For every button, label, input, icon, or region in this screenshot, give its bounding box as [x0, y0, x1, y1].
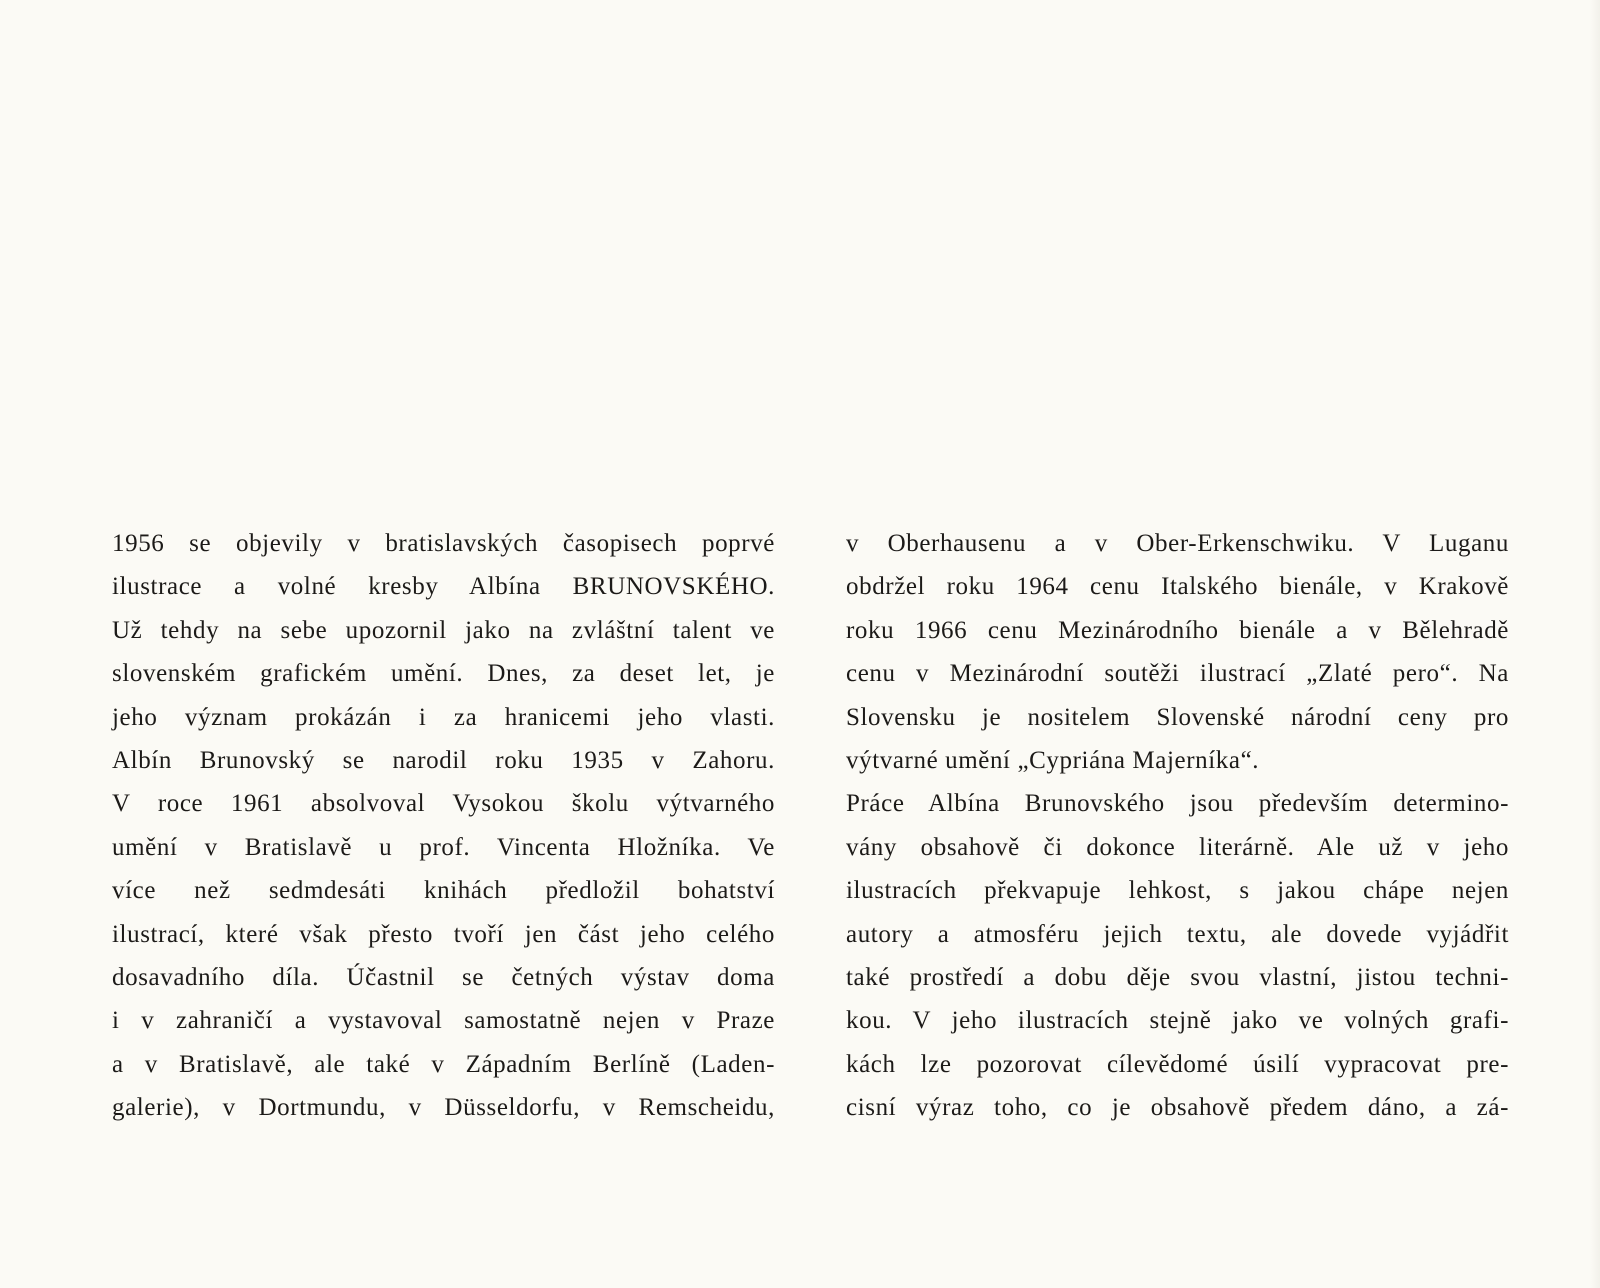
text-line: také prostředí a dobu děje svou vlastní, jistou techni-	[846, 963, 1509, 991]
text-line: v Oberhausenu a v Ober-Erkenschwiku. V Luganu	[846, 530, 1509, 557]
text-line: výtvarné umění „Cypriána Majerníka“.	[846, 746, 1260, 774]
right-text-column	[846, 522, 1509, 1129]
text-line: galerie), v Dortmundu, v Düsseldorfu, v Remscheidu,	[112, 1094, 775, 1122]
text-line: vány obsahově či dokonce literárně. Ale už v jeho	[846, 833, 1509, 861]
text-line: V roce 1961 absolvoval Vysokou školu výtvarného	[112, 790, 775, 818]
text-line: Slovensku je nositelem Slovenské národní ceny pro	[846, 703, 1509, 731]
text-line: ilustracích překvapuje lehkost, s jakou chápe nejen	[846, 877, 1509, 905]
text-line: i v zahraničí a vystavoval samostatně nejen v Praze	[112, 1007, 775, 1035]
text-line: Albín Brunovský se narodil roku 1935 v Zahoru.	[112, 746, 775, 774]
text-line: obdržel roku 1964 cenu Italského bienále, v Krakově	[846, 573, 1509, 601]
text-line: ilustrací, které však přesto tvoří jen část jeho celého	[112, 920, 775, 948]
text-line: Práce Albína Brunovského jsou především determino-	[846, 790, 1509, 818]
text-line: slovenském grafickém umění. Dnes, za deset let, je	[112, 660, 775, 688]
page-edge	[1590, 0, 1600, 1288]
text-line: cisní výraz toho, co je obsahově předem dáno, a zá-	[846, 1094, 1509, 1122]
text-line: více než sedmdesáti knihách předložil bohatství	[112, 877, 775, 905]
text-line: autory a atmosféru jejich textu, ale dovede vyjádřit	[846, 920, 1509, 948]
text-line: a v Bratislavě, ale také v Západním Berlíně (Laden-	[112, 1050, 775, 1078]
left-text-column	[112, 522, 775, 1129]
text-line: kou. V jeho ilustracích stejně jako ve volných grafi-	[846, 1007, 1509, 1035]
text-line: roku 1966 cenu Mezinárodního bienále a v Bělehradě	[846, 616, 1509, 644]
text-line: cenu v Mezinárodní soutěži ilustrací „Zlaté pero“. Na	[846, 660, 1509, 688]
text-line: 1956 se objevily v bratislavských časopisech poprvé	[112, 530, 775, 557]
text-line: dosavadního díla. Účastnil se četných výstav doma	[112, 963, 775, 991]
text-line: umění v Bratislavě u prof. Vincenta Hložníka. Ve	[112, 833, 775, 861]
text-line: jeho význam prokázán i za hranicemi jeho vlasti.	[112, 703, 775, 731]
text-line: kách lze pozorovat cílevědomé úsilí vypracovat pre-	[846, 1050, 1509, 1078]
text-line: ilustrace a volné kresby Albína BRUNOVSKÉHO.	[112, 573, 775, 601]
text-line: Už tehdy na sebe upozornil jako na zvláštní talent ve	[112, 616, 775, 644]
